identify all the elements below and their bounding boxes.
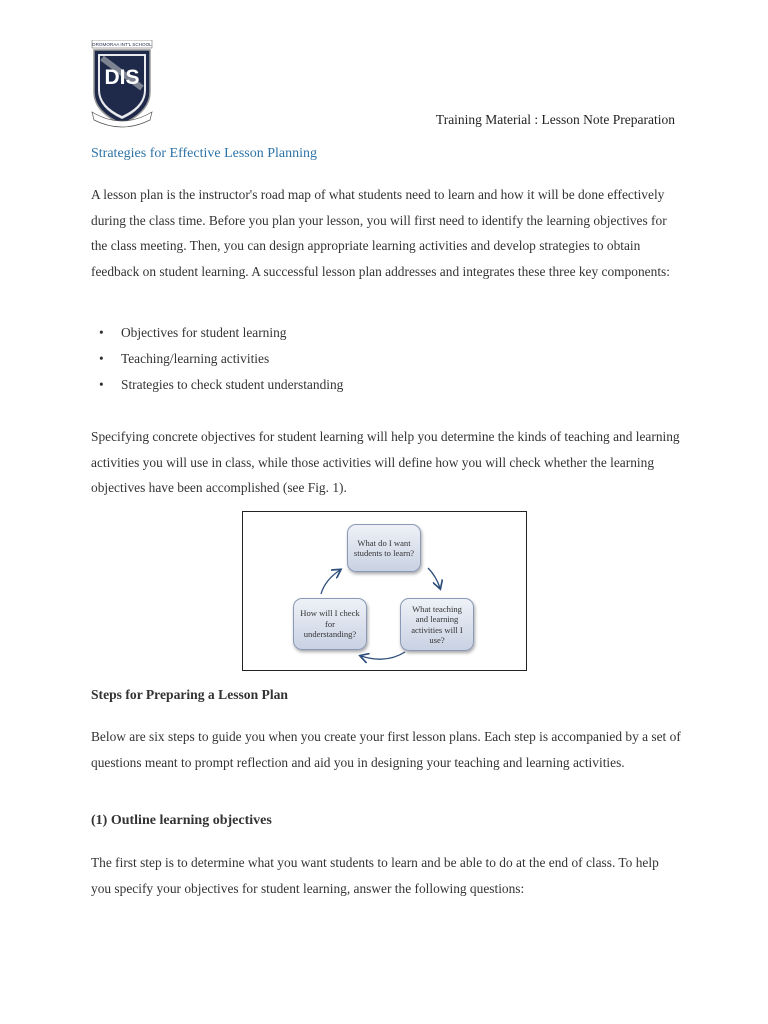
intro-paragraph: A lesson plan is the instructor's road map of what students need to learn and how it will be done effectively during the class time. Before you plan your lesson, you will first need to identify the learning objectives for the class meeting. Then, you can design appropriate learning activities and develop strategies to obtain feedback on student learning. A successful lesson plan addresses and integrates these three key components: (91, 187, 670, 279)
bullet-icon: • (99, 350, 104, 366)
list-item (91, 372, 681, 398)
list-item-text: Strategies to check student understanding (121, 376, 344, 392)
bullet-icon: • (99, 376, 104, 392)
step1-paragraph: The first step is to determine what you want students to learn and be able to do at the end of class. To help you specify your objectives for student learning, answer the following questions: (91, 855, 659, 896)
steps-intro-paragraph: Below are six steps to guide you when you create your first lesson plans. Each step is accompanied by a set of questions meant to prompt reflection and aid you in designing your teaching and learning activities. (91, 729, 681, 770)
step1-heading: (1) Outline learning objectives (91, 813, 272, 828)
arrow-left-to-top (321, 570, 340, 594)
figure-box-check: How will I check for understanding? (293, 598, 367, 650)
list-item (91, 320, 681, 346)
shield-logo-icon (90, 40, 154, 128)
header-title: Training Material : Lesson Note Preparation (435, 112, 675, 127)
list-item-text: Objectives for student learning (121, 325, 287, 340)
list-item (91, 346, 681, 372)
arrow-right-to-left (361, 652, 405, 659)
figure-box-learn: What do I want students to learn? (347, 524, 421, 572)
figure-box-activities: What teaching and learning activities will I use? (400, 598, 474, 651)
specifying-paragraph: Specifying concrete objectives for student learning will help you determine the kinds of teaching and learning activities you will use in class, while those activities will define how you will check whether the learning objectives have been accomplished (see Fig. 1). (91, 429, 680, 496)
components-list (91, 320, 681, 397)
logo-text: DIS (104, 66, 140, 89)
bullet-icon: • (99, 325, 104, 340)
logo-school-name: DROMORAA INT'L SCHOOL (92, 42, 152, 47)
arrow-top-to-right (428, 568, 440, 588)
lesson-cycle-figure (242, 511, 527, 671)
school-logo (90, 40, 154, 128)
steps-heading: Steps for Preparing a Lesson Plan (91, 687, 288, 702)
section-heading: Strategies for Effective Lesson Planning (91, 146, 318, 161)
list-item-text: Teaching/learning activities (121, 350, 270, 366)
